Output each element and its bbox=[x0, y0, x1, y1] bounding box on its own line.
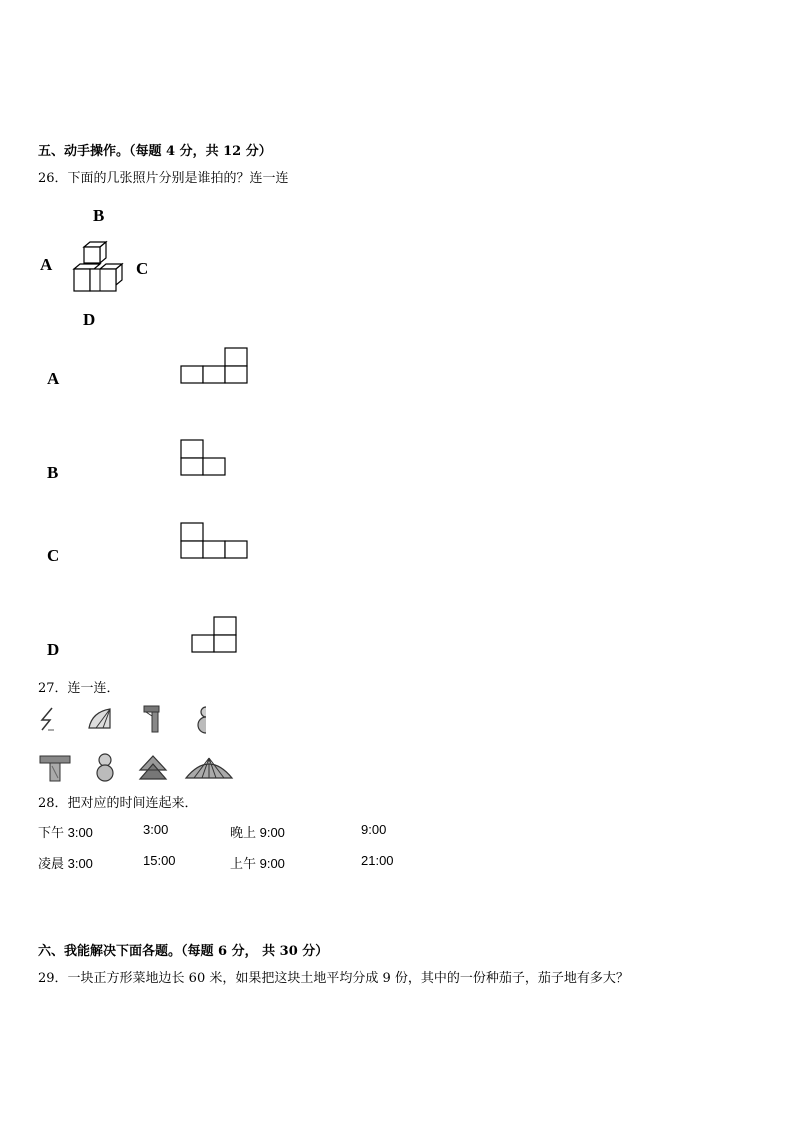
position-label-left: A bbox=[40, 255, 53, 274]
section-5-heading: 五、动手操作。（每题 4 分，共 12 分） bbox=[38, 144, 272, 159]
umbrella-half-icon bbox=[86, 706, 114, 732]
time-morning-9: 上午 9:00 bbox=[230, 856, 285, 871]
time-21-00: 21:00 bbox=[361, 853, 394, 868]
question-27-prompt: 27．连一连． bbox=[38, 681, 120, 696]
time-3-00: 3:00 bbox=[143, 822, 169, 837]
time-15-00: 15:00 bbox=[143, 853, 176, 868]
view-d-shape bbox=[190, 615, 242, 657]
position-label-bottom: D bbox=[83, 310, 96, 329]
tree-icon bbox=[138, 754, 168, 782]
question-28-prompt: 28．把对应的时间连起来． bbox=[38, 796, 198, 811]
snowman-half-icon bbox=[194, 704, 210, 734]
snowman-icon bbox=[94, 752, 116, 782]
view-c-shape bbox=[180, 521, 252, 561]
section-6-heading: 六、我能解决下面各题。（每题 6 分， 共 30 分） bbox=[38, 944, 329, 959]
view-a-shape bbox=[180, 346, 250, 386]
question-29-prompt: 29．一块正方形菜地边长 60 米，如果把这块土地平均分成 9 份，其中的一份种茄子，茄子地有多大？ bbox=[38, 971, 629, 986]
view-label-a: A bbox=[47, 369, 60, 388]
question-26-prompt: 26．下面的几张照片分别是谁拍的？连一连 bbox=[38, 171, 289, 186]
lightning-half-icon bbox=[38, 706, 58, 732]
view-label-d: D bbox=[47, 640, 60, 659]
time-evening-9: 晚上 9:00 bbox=[230, 825, 285, 840]
cube-stack-figure bbox=[70, 240, 122, 295]
time-9-00: 9:00 bbox=[361, 822, 387, 837]
view-b-shape bbox=[180, 438, 230, 478]
position-label-right: C bbox=[136, 259, 149, 278]
stool-half-icon bbox=[142, 704, 162, 734]
umbrella-icon bbox=[184, 754, 234, 782]
time-pm-3: 下午 3:00 bbox=[38, 825, 93, 840]
position-label-top: B bbox=[93, 206, 105, 225]
stool-icon bbox=[38, 754, 72, 782]
view-label-b: B bbox=[47, 463, 59, 482]
view-label-c: C bbox=[47, 546, 60, 565]
time-early-3: 凌晨 3:00 bbox=[38, 856, 93, 871]
